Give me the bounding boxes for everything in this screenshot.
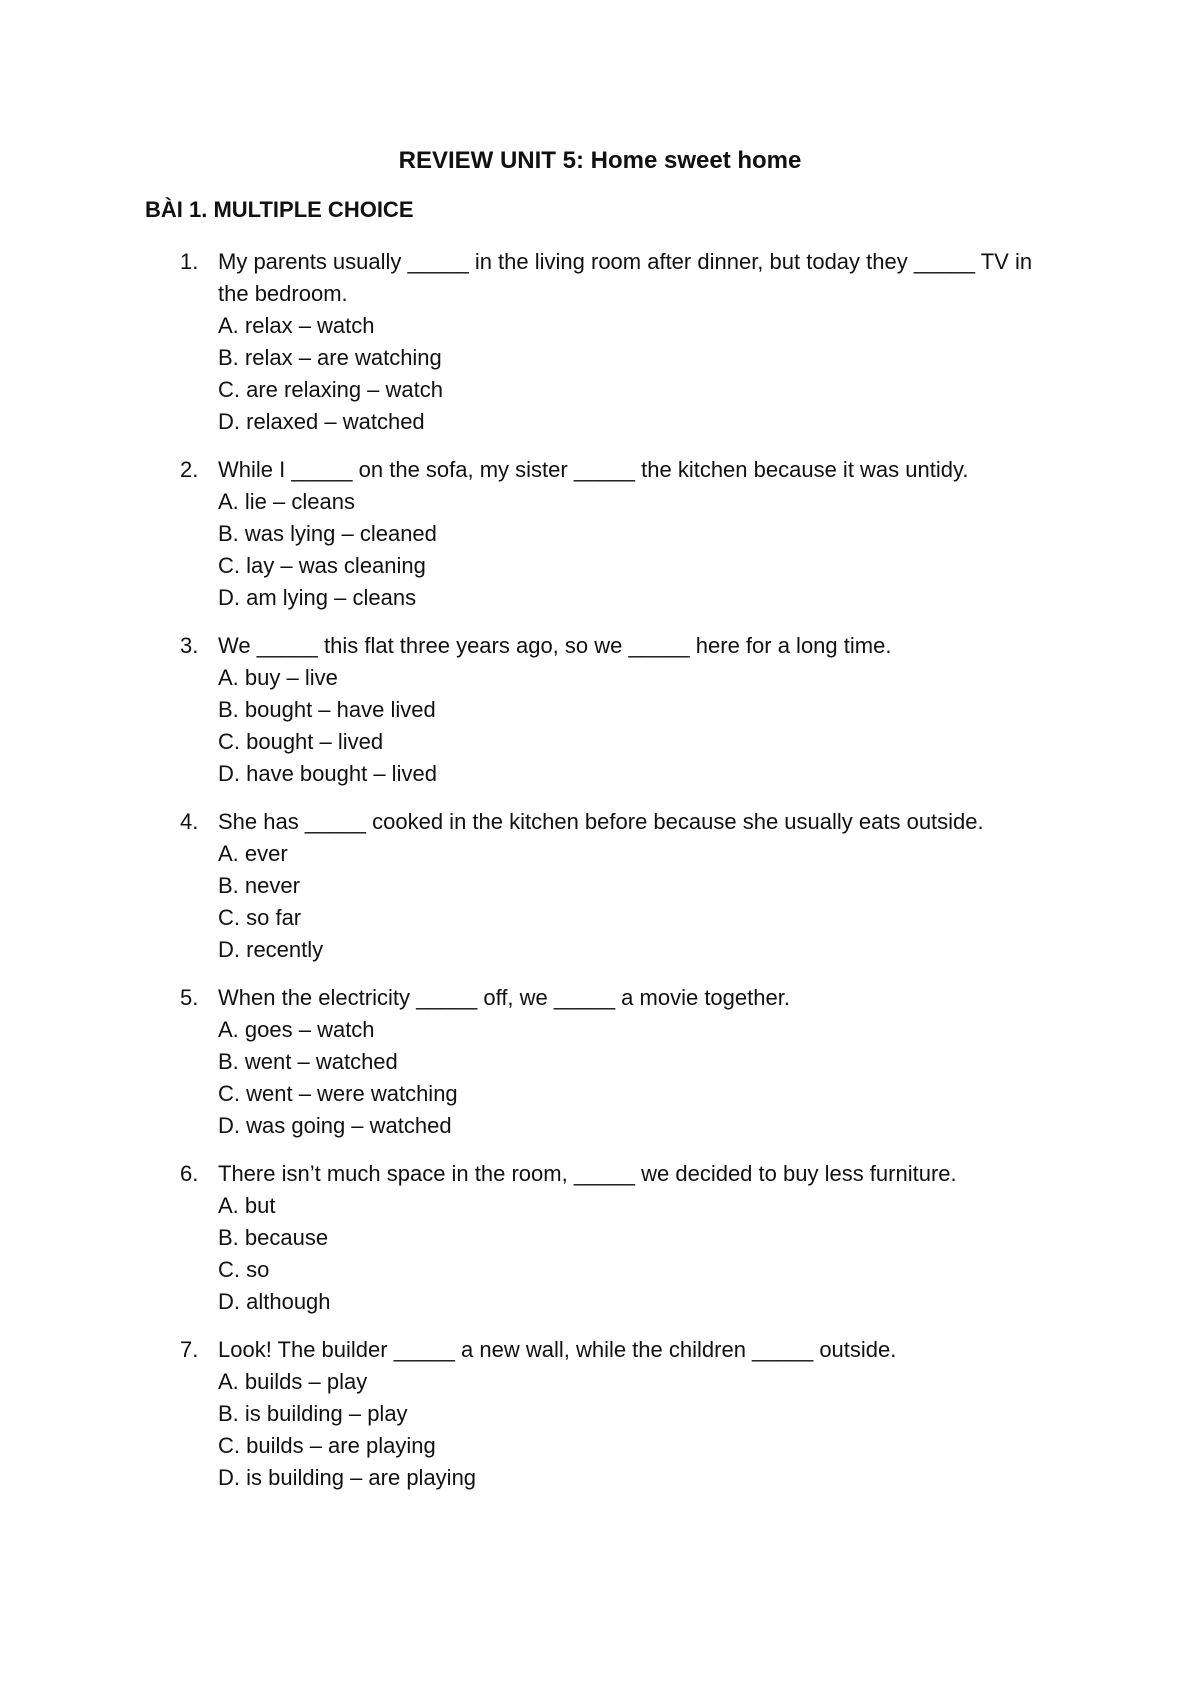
question-number: 3. [180,633,199,658]
question-list [0,246,1200,1510]
option-c: C. bought – lived [218,729,384,754]
question-6 [0,1158,1200,1318]
option-a: A. relax – watch [218,313,375,338]
question-stem: When the electricity _____ off, we _____ a movie together. [218,985,790,1010]
question-body [218,1158,1068,1318]
option-c: C. so far [218,905,302,930]
option-d: D. relaxed – watched [218,409,425,434]
option-d: D. although [218,1289,331,1314]
option-b: B. was lying – cleaned [218,521,437,546]
option-d: D. was going – watched [218,1113,452,1138]
option-a: A. goes – watch [218,1017,375,1042]
question-stem: We _____ this flat three years ago, so we _____ here for a long time. [218,633,892,658]
question-5 [0,982,1200,1142]
question-body [218,454,1068,614]
option-c: C. lay – was cleaning [218,553,426,578]
question-stem: My parents usually _____ in the living room after dinner, but today they _____ TV in the bedroom. [218,249,1033,306]
option-a: A. builds – play [218,1369,368,1394]
answer-options [218,1014,1068,1142]
answer-options [218,662,1068,790]
question-body [218,982,1068,1142]
question-number: 1. [180,249,199,274]
question-body [218,1334,1068,1494]
question-body [218,806,1068,966]
option-c: C. so [218,1257,270,1282]
section-heading: BÀI 1. MULTIPLE CHOICE [145,197,414,222]
question-number: 7. [180,1337,199,1362]
option-b: B. is building – play [218,1401,408,1426]
question-stem: Look! The builder _____ a new wall, while the children _____ outside. [218,1337,897,1362]
answer-options [218,838,1068,966]
question-body [218,246,1068,438]
option-a: A. lie – cleans [218,489,355,514]
option-b: B. never [218,873,300,898]
question-2 [0,454,1200,614]
question-4 [0,806,1200,966]
question-body [218,630,1068,790]
option-c: C. went – were watching [218,1081,458,1106]
option-b: B. because [218,1225,329,1250]
option-b: B. relax – are watching [218,345,442,370]
question-7 [0,1334,1200,1494]
answer-options [218,1190,1068,1318]
question-stem: She has _____ cooked in the kitchen before because she usually eats outside. [218,809,984,834]
option-c: C. builds – are playing [218,1433,436,1458]
question-stem: There isn’t much space in the room, _____ we decided to buy less furniture. [218,1161,957,1186]
option-a: A. but [218,1193,276,1218]
answer-options [218,1366,1068,1494]
option-d: D. am lying – cleans [218,585,417,610]
option-b: B. went – watched [218,1049,398,1074]
option-d: D. have bought – lived [218,761,437,786]
question-number: 4. [180,809,199,834]
option-a: A. ever [218,841,288,866]
question-number: 5. [180,985,199,1010]
option-d: D. is building – are playing [218,1465,477,1490]
option-c: C. are relaxing – watch [218,377,443,402]
question-1 [0,246,1200,438]
answer-options [218,310,1068,438]
option-b: B. bought – have lived [218,697,436,722]
answer-options [218,486,1068,614]
page-title: REVIEW UNIT 5: Home sweet home [398,147,802,174]
question-number: 6. [180,1161,199,1186]
option-a: A. buy – live [218,665,338,690]
question-stem: While I _____ on the sofa, my sister _____ the kitchen because it was untidy. [218,457,969,482]
option-d: D. recently [218,937,324,962]
question-number: 2. [180,457,199,482]
question-3 [0,630,1200,790]
